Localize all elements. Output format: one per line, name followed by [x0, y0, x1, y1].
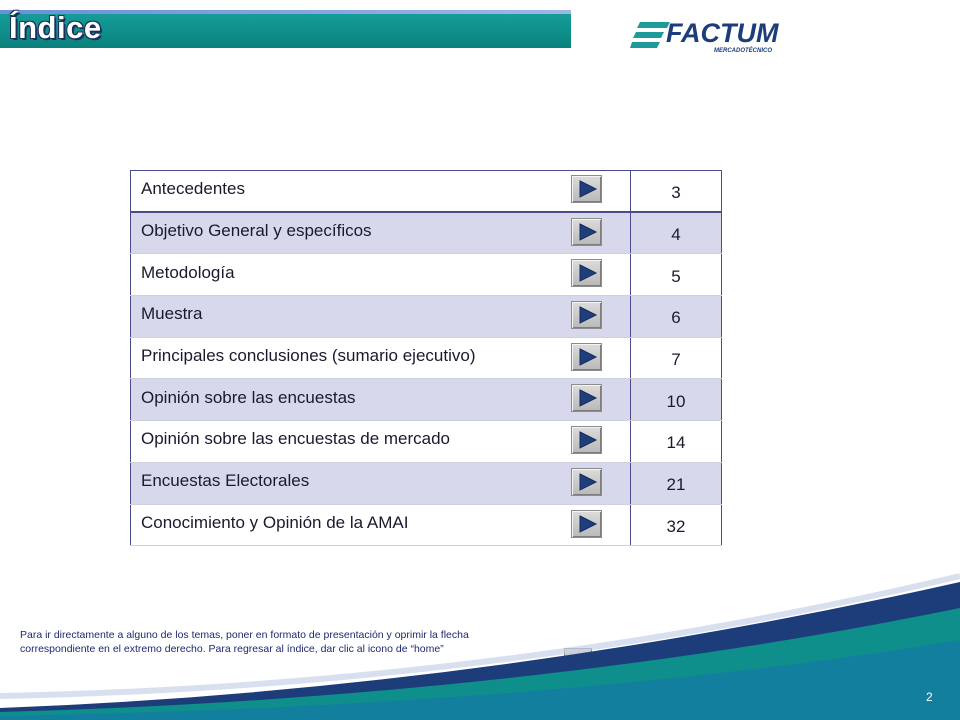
- play-arrow-icon: [578, 389, 598, 407]
- bottom-swoosh: [0, 570, 960, 720]
- index-page-number: 32: [630, 505, 722, 546]
- go-to-section-button[interactable]: [571, 259, 602, 287]
- play-arrow-icon: [578, 264, 598, 282]
- index-row: [130, 170, 722, 213]
- play-arrow-icon: [578, 306, 598, 324]
- go-to-section-button[interactable]: [571, 343, 602, 371]
- index-page-number: 4: [630, 213, 722, 254]
- play-arrow-icon: [578, 180, 598, 198]
- index-row: [130, 379, 722, 421]
- logo-subtext: MERCADOTÉCNICO: [714, 48, 772, 54]
- index-topic: Principales conclusiones (sumario ejecutivo): [130, 338, 630, 379]
- index-page-number: 7: [630, 338, 722, 379]
- index-topic: Conocimiento y Opinión de la AMAI: [130, 505, 630, 546]
- index-topic: Objetivo General y específicos: [130, 213, 630, 254]
- index-page-number: 3: [630, 170, 722, 211]
- play-arrow-icon: [578, 431, 598, 449]
- page-number: 2: [926, 690, 933, 704]
- index-row: [130, 213, 722, 255]
- index-topic: Encuestas Electorales: [130, 463, 630, 504]
- index-topic: Metodología: [130, 254, 630, 295]
- index-topic: Muestra: [130, 296, 630, 337]
- play-arrow-icon: [578, 348, 598, 366]
- index-topic: Antecedentes: [130, 170, 630, 211]
- go-to-section-button[interactable]: [571, 426, 602, 454]
- go-to-section-button[interactable]: [571, 510, 602, 538]
- go-to-section-button[interactable]: [571, 468, 602, 496]
- go-to-section-button[interactable]: [571, 384, 602, 412]
- index-table: [130, 170, 722, 546]
- index-row: [130, 338, 722, 380]
- index-row: [130, 254, 722, 296]
- logo-wordmark: FACTUM: [666, 18, 779, 48]
- index-page-number: 5: [630, 254, 722, 295]
- index-page-number: 10: [630, 379, 722, 420]
- go-to-section-button[interactable]: [571, 218, 602, 246]
- go-to-section-button[interactable]: [571, 301, 602, 329]
- index-page-number: 14: [630, 421, 722, 462]
- play-arrow-icon: [578, 223, 598, 241]
- index-topic: Opinión sobre las encuestas de mercado: [130, 421, 630, 462]
- index-page-number: 6: [630, 296, 722, 337]
- index-row: [130, 505, 722, 547]
- instructions-line-2: correspondiente en el extremo derecho. Para regresar al índice, dar clic al icono de “home”: [20, 643, 444, 655]
- index-topic: Opinión sobre las encuestas: [130, 379, 630, 420]
- factum-logo: [630, 14, 800, 56]
- play-arrow-icon: [578, 515, 598, 533]
- index-row: [130, 296, 722, 338]
- index-row: [130, 421, 722, 463]
- index-page-number: 21: [630, 463, 722, 504]
- instructions-line-1: Para ir directamente a alguno de los temas, poner en formato de presentación y oprimir la flecha: [20, 629, 469, 641]
- page-title: Índice: [9, 10, 102, 45]
- go-to-section-button[interactable]: [571, 175, 602, 203]
- index-row: [130, 463, 722, 505]
- play-arrow-icon: [578, 473, 598, 491]
